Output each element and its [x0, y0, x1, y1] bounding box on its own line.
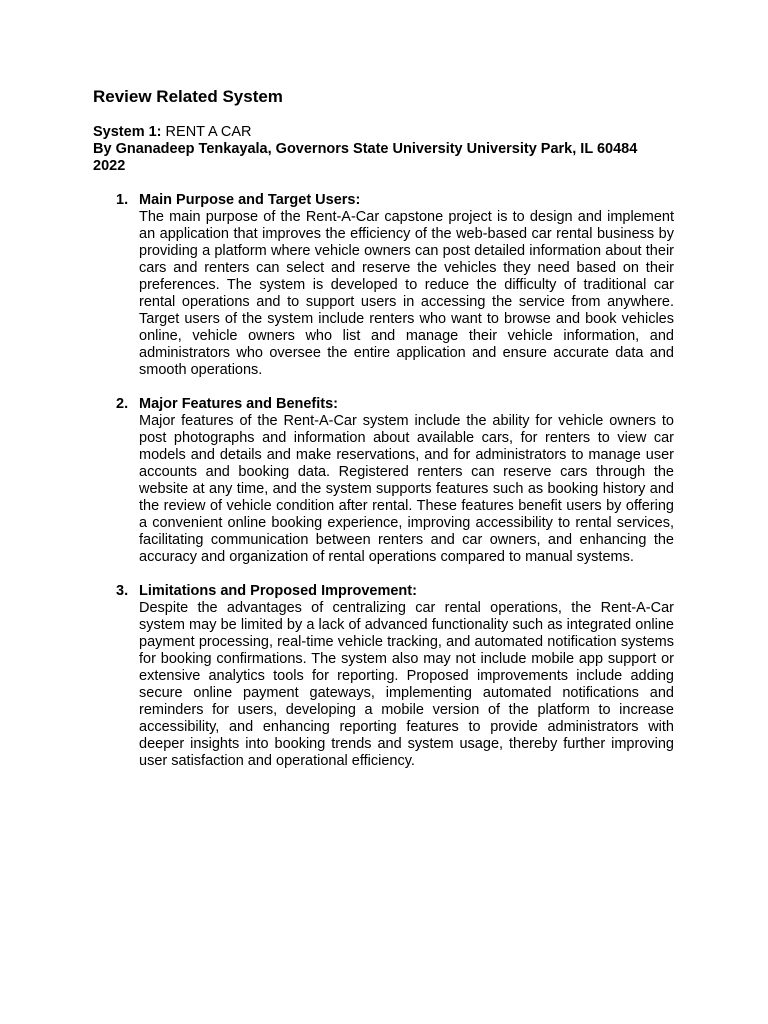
system-header: [93, 124, 674, 175]
section-body: Major features of the Rent-A-Car system include the ability for vehicle owners to post photographs and information about available cars, for renters to view car models and details and make reservations, and for administrators to manage user accounts and booking data. Registered renters can reserve cars through the website at any time, and the system supports features such as booking history and the review of vehicle condition after rental. These features benefit users by offering a convenient online booking experience, improving accessibility to rental services, facilitating communication between renters and car owners, and enhancing the accuracy and organization of rental operations compared to manual systems.: [139, 413, 674, 565]
section-item: [93, 396, 674, 566]
system-label: System 1:: [93, 124, 162, 140]
system-name: RENT A CAR: [165, 124, 252, 140]
system-title-line: [93, 124, 674, 141]
section-body: The main purpose of the Rent-A-Car capstone project is to design and implement an application that improves the efficiency of the web-based car rental business by providing a platform where vehicle owners can post detailed information about their cars and renters can select and reserve the vehicles they need based on their preferences. The system is developed to reduce the difficulty of traditional car rental operations and to support users in accessing the service from anywhere. Target users of the system include renters who want to browse and book vehicles online, vehicle owners who list and manage their vehicle information, and administrators who oversee the entire application and ensure accurate data and smooth operations.: [139, 209, 674, 378]
section-list: [93, 192, 674, 770]
section-heading: Main Purpose and Target Users:: [139, 192, 361, 208]
section-number: 1.: [116, 192, 129, 208]
year: 2022: [93, 158, 126, 174]
section-heading: Major Features and Benefits:: [139, 396, 339, 412]
section-body: Despite the advantages of centralizing car rental operations, the Rent-A-Car system may be limited by a lack of advanced functionality such as integrated online payment processing, real-time vehicle tracking, and automated notification systems for booking confirmations. The system also may not include mobile app support or extensive analytics tools for reporting. Proposed improvements include adding secure online payment gateways, implementing automated notifications and reminders for users, developing a mobile version of the platform to increase accessibility, and enhancing reporting features to provide administrators with deeper insights into booking trends and system usage, thereby further improving user satisfaction and operational efficiency.: [139, 600, 674, 769]
document-title: Review Related System: [93, 87, 283, 106]
section-item: [93, 583, 674, 770]
author-line: By Gnanadeep Tenkayala, Governors State University University Park, IL 60484: [93, 141, 638, 157]
section-item: [93, 192, 674, 379]
section-number: 3.: [116, 583, 129, 599]
section-number: 2.: [116, 396, 129, 412]
section-heading: Limitations and Proposed Improvement:: [139, 583, 417, 599]
